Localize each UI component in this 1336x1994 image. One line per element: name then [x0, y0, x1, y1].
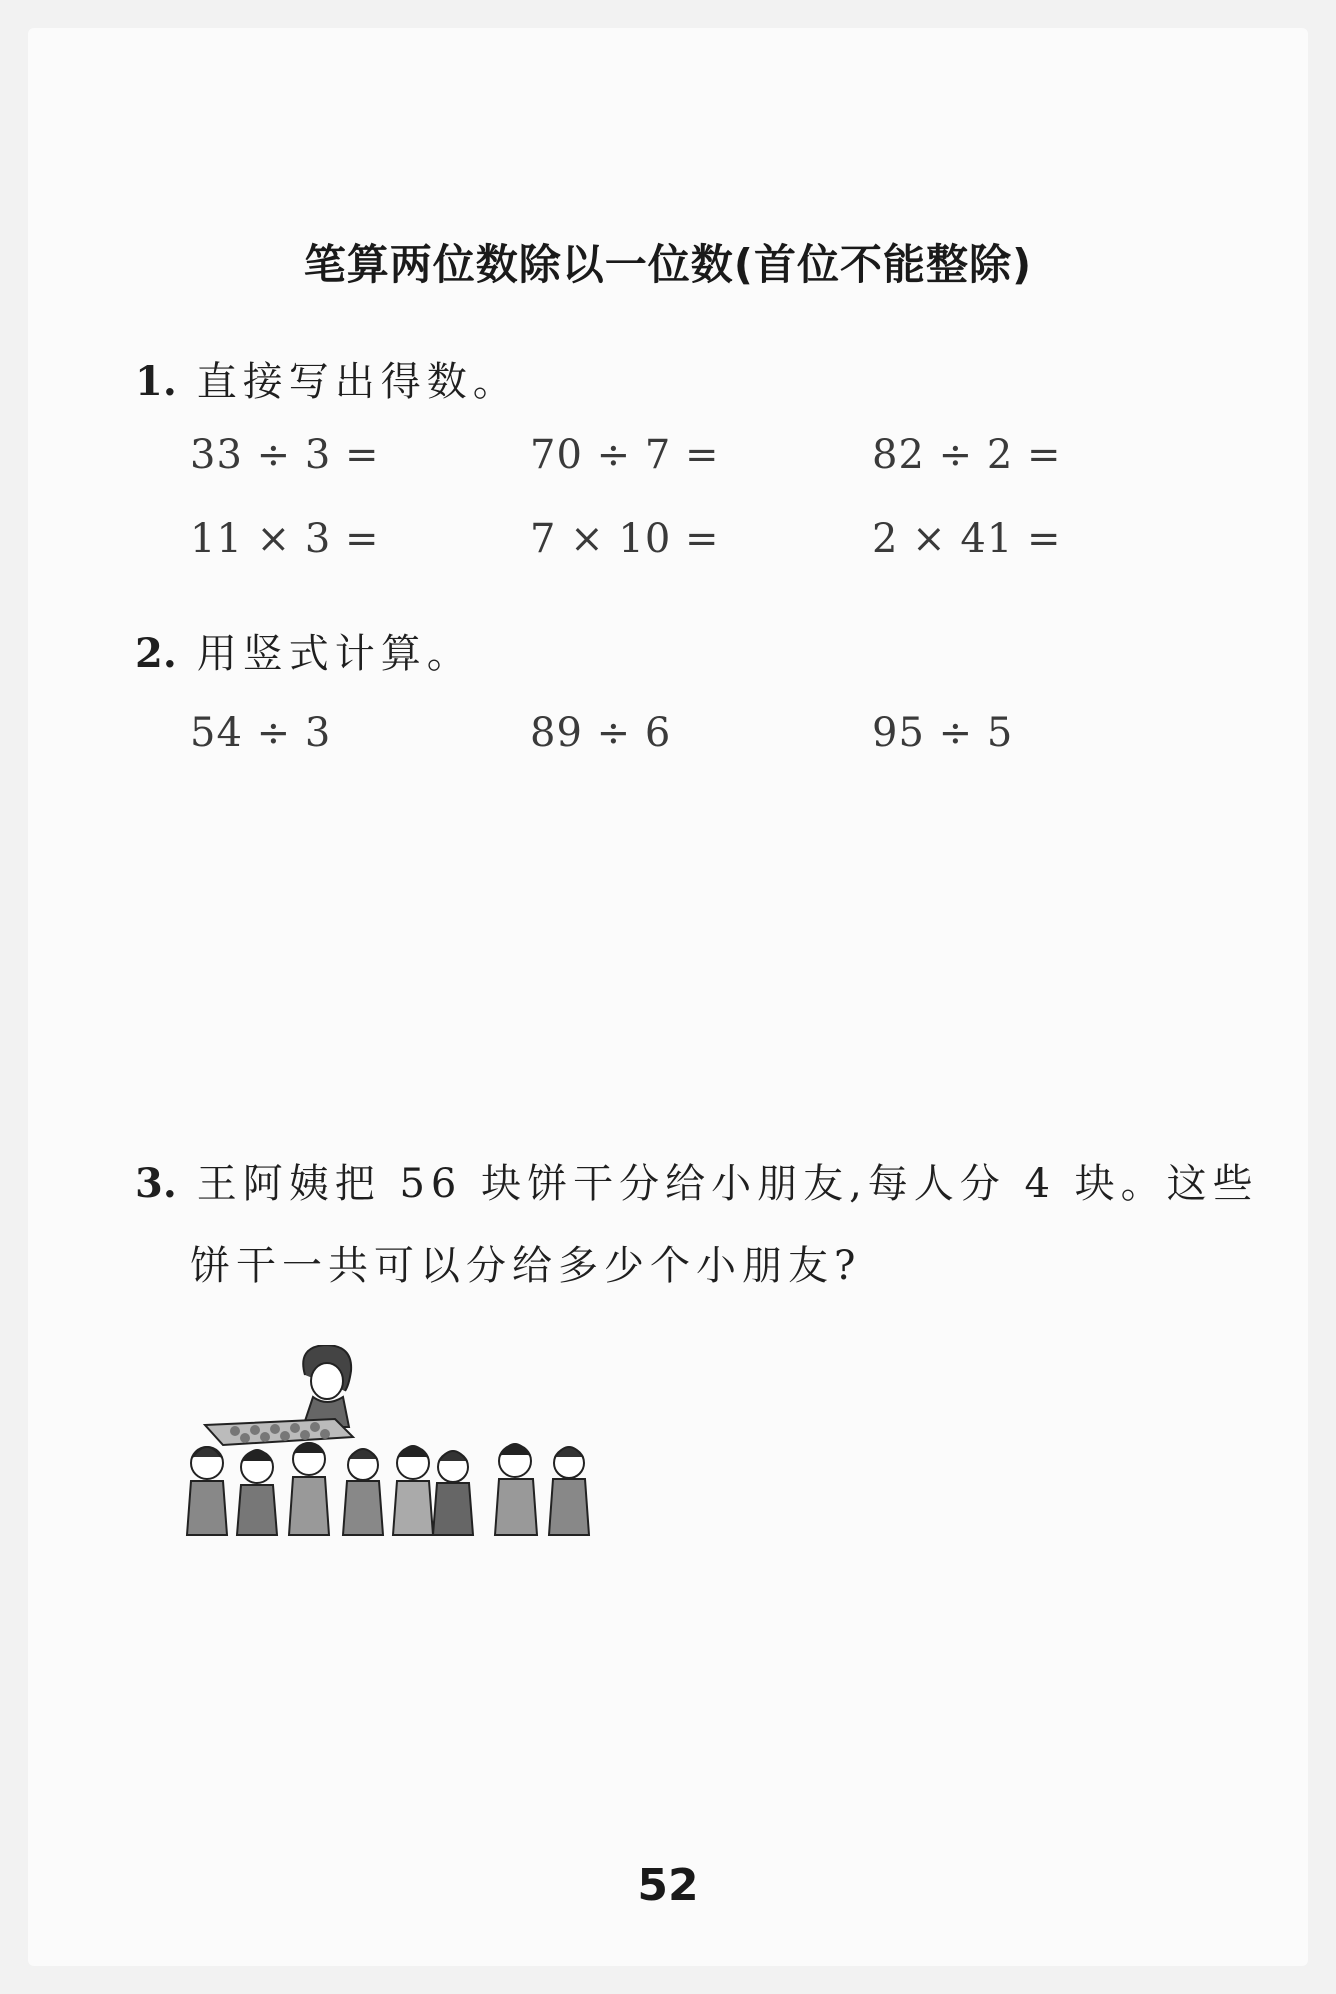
- teacher-children-icon: [185, 1345, 655, 1545]
- expression: 11 × 3 =: [190, 516, 380, 562]
- question-number: 1.: [135, 358, 177, 405]
- question-1: [135, 350, 519, 407]
- expression: 70 ÷ 7 =: [530, 432, 720, 478]
- expression: 95 ÷ 5: [872, 710, 1014, 756]
- question-3: [135, 1152, 1259, 1209]
- question-number: 2.: [135, 630, 177, 677]
- question-text-continuation: 饼干一共可以分给多少个小朋友?: [190, 1243, 862, 1289]
- question-text: 用竖式计算。: [196, 631, 473, 677]
- question-number: 3.: [135, 1160, 177, 1207]
- expression: 33 ÷ 3 =: [190, 432, 380, 478]
- expression: 7 × 10 =: [530, 516, 720, 562]
- question-text: 王阿姨把 56 块饼干分给小朋友,每人分 4 块。这些: [196, 1161, 1259, 1207]
- expression: 2 × 41 =: [872, 516, 1062, 562]
- page-number: 52: [637, 1860, 699, 1911]
- expression: 54 ÷ 3: [190, 710, 332, 756]
- worksheet-page: [28, 28, 1308, 1966]
- expression: 82 ÷ 2 =: [872, 432, 1062, 478]
- question-text: 直接写出得数。: [196, 359, 519, 405]
- question-2: [135, 622, 473, 679]
- expression: 89 ÷ 6: [530, 710, 672, 756]
- page-title: 笔算两位数除以一位数(首位不能整除): [303, 240, 1033, 289]
